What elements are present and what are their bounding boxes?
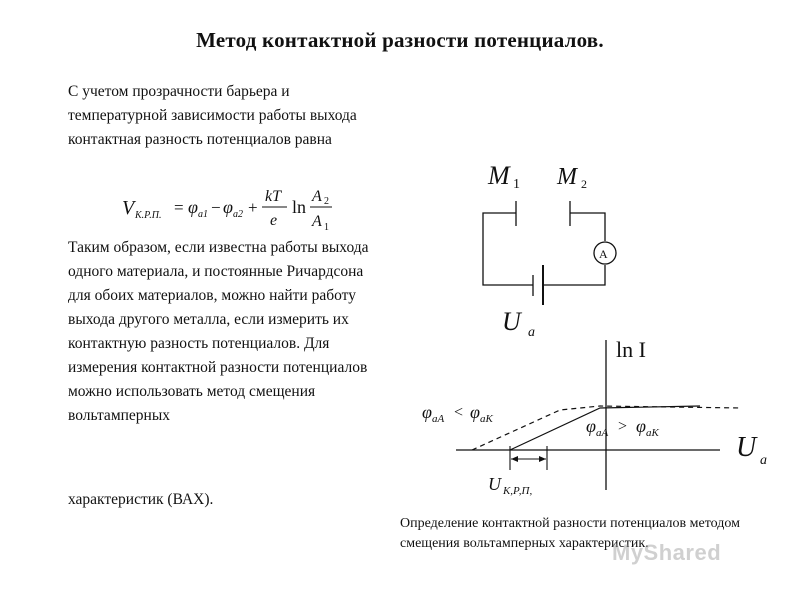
wire-left — [483, 213, 533, 285]
metal-1-label: M — [488, 161, 510, 190]
curve1-sub-right: aK — [480, 413, 493, 425]
formula-ln: ln — [292, 197, 307, 217]
formula-frac1-den: e — [270, 212, 278, 229]
watermark-logo: MyShared — [612, 540, 722, 565]
formula-phi2-sub: a2 — [233, 209, 243, 220]
voltage-label: U — [502, 307, 521, 336]
graph-x-sub: a — [760, 453, 767, 468]
page-title: Метод контактной разности потенциалов. — [196, 28, 604, 52]
curve2-phi-right: φ — [636, 416, 646, 436]
formula-minus: − — [211, 198, 221, 217]
metal-1-sub: 1 — [513, 177, 520, 192]
method-paragraph: Таким образом, если известна работы выхода одного материала, и постоянные Ричардсона для обоих материалов, можно найти работу выхода другого металла, если измерить их контактную разность потенциалов. Для измерения контактной разности потенциалов можно использовать метод смещения вольтамперных — [68, 239, 369, 424]
circuit-diagram — [483, 201, 616, 305]
graph-y-label: ln I — [616, 337, 646, 362]
curve2-sub-left: aA — [596, 427, 609, 439]
formula-lhs: V — [122, 197, 135, 219]
formula-frac1-num: kT — [265, 188, 281, 205]
ammeter-label: A — [599, 247, 608, 261]
curve1-sub-left: aA — [432, 413, 445, 425]
formula-frac2-den-sub: 1 — [324, 222, 329, 233]
method-paragraph-end: характеристик (ВАХ). — [68, 491, 214, 508]
formula-phi1-sub: a1 — [198, 209, 208, 220]
formula-frac2-num-sub: 2 — [324, 196, 329, 207]
metal-2-label: M — [557, 164, 577, 190]
graph-x-label: U — [736, 432, 757, 463]
shift-arrow-head-left — [511, 456, 518, 462]
wire-right — [543, 265, 605, 285]
shift-sub: К,Р,П, — [503, 485, 533, 497]
curve2-compare: > — [618, 418, 628, 435]
formula-lhs-sub: К.Р.П. — [135, 210, 162, 221]
metal-2-sub: 2 — [581, 177, 587, 191]
curve1-phi-left: φ — [422, 402, 432, 422]
formula-equals: = — [174, 198, 184, 217]
voltage-sub: a — [528, 325, 535, 340]
curve2-phi-left: φ — [586, 416, 596, 436]
formula-frac2-den: A — [312, 213, 322, 230]
curve2-sub-right: aK — [646, 427, 659, 439]
curve1-compare: < — [454, 404, 464, 421]
intro-paragraph: С учетом прозрачности барьера и температурной зависимости работы выхода контактная разность потенциалов равна — [68, 83, 357, 148]
iv-graph — [456, 340, 742, 490]
formula-frac2-num: A — [312, 188, 322, 205]
shift-arrow-head-right — [539, 456, 546, 462]
formula-plus: + — [248, 198, 258, 217]
curve1-phi-right: φ — [470, 402, 480, 422]
formula-phi1: φ — [188, 197, 198, 217]
figure-caption: Определение контактной разности потенциалов методом смещения вольтамперных характеристик. — [400, 516, 740, 551]
wire-top-right — [570, 213, 605, 241]
formula-phi2: φ — [223, 197, 233, 217]
shift-label: U — [488, 474, 501, 494]
